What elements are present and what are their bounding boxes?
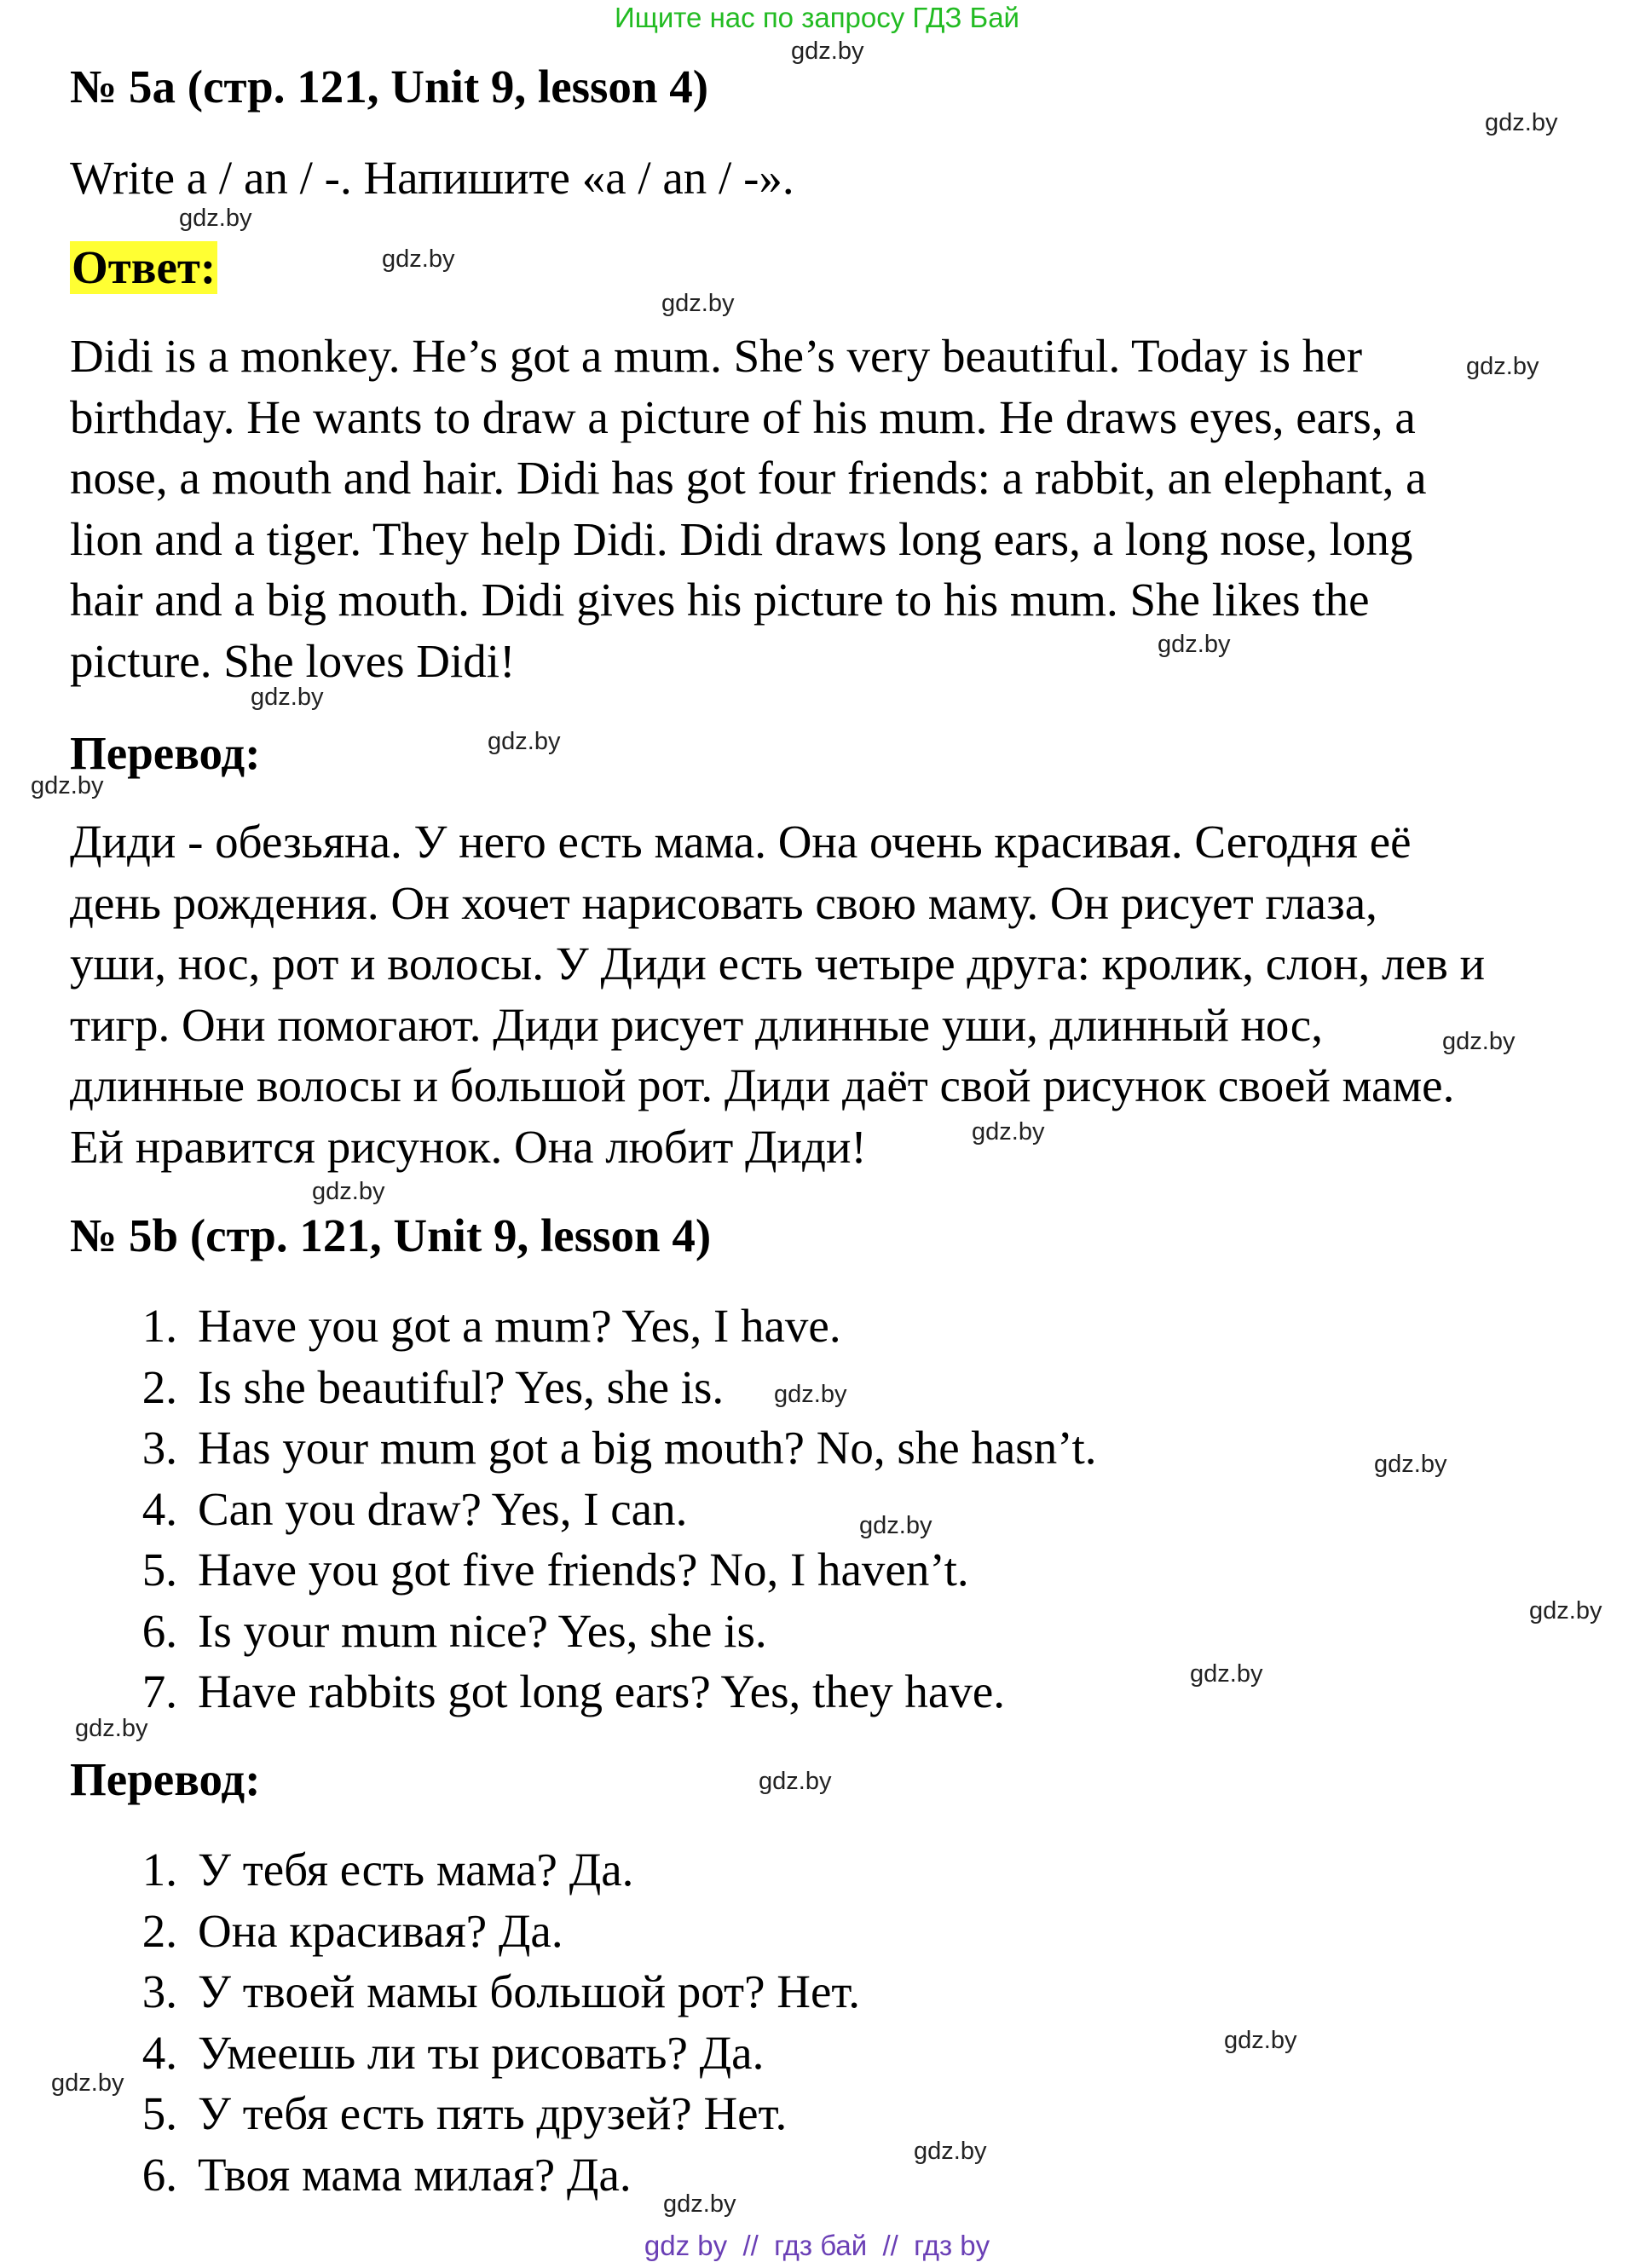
watermark: gdz.by (1190, 1660, 1263, 1688)
translation-label-5a: Перевод: (70, 727, 261, 779)
answer-paragraph (70, 326, 1570, 691)
item-text: Can you draw? Yes, I can. (198, 1482, 688, 1535)
translation-label-5b: Перевод: (70, 1753, 261, 1805)
top-banner: Ищите нас по запросу ГДЗ Бай (615, 2, 1019, 33)
item-number: 5. (141, 2087, 177, 2139)
watermark: gdz.by (251, 684, 324, 711)
list-item (0, 1661, 1634, 1723)
watermark: gdz.by (791, 38, 864, 65)
item-number: 6. (141, 1604, 177, 1657)
item-text: Умеешь ли ты рисовать? Да. (198, 2026, 765, 2079)
watermark: gdz.by (1224, 2027, 1297, 2054)
watermark: gdz.by (75, 1715, 148, 1742)
watermark: gdz.by (774, 1381, 847, 1408)
translation-line: уши, нос, рот и волосы. У Диди есть четыре друга: кролик, слон, лев и (70, 938, 1486, 990)
item-text: Have you got five friends? No, I haven’t. (198, 1544, 969, 1596)
watermark: gdz.by (663, 2190, 736, 2218)
item-number: 7. (141, 1665, 177, 1717)
watermark: gdz.by (1529, 1597, 1602, 1625)
list-item (0, 1839, 1634, 1901)
item-text: Is she beautiful? Yes, she is. (198, 1360, 725, 1413)
task-5a-instruction: Write a / an / -. Напишите «a / an / -». (70, 152, 794, 204)
list-item (0, 1479, 1634, 1540)
list-item (0, 2023, 1634, 2084)
watermark: gdz.by (1442, 1028, 1516, 1055)
watermark: gdz.by (382, 245, 455, 273)
item-text: У твоей мамы большой рот? Нет. (198, 1965, 861, 2017)
translation-list (0, 1839, 1634, 2205)
item-text: Have rabbits got long ears? Yes, they have. (198, 1665, 1006, 1717)
watermark: gdz.by (1158, 631, 1231, 658)
answers-list (0, 1296, 1634, 1723)
item-number: 6. (141, 2148, 177, 2201)
translation-line: Диди - обезьяна. У него есть мама. Она очень красивая. Сегодня её (70, 816, 1412, 868)
task-5a-heading: № 5a (стр. 121, Unit 9, lesson 4) (70, 61, 709, 113)
list-item (0, 1539, 1634, 1601)
list-item (0, 1601, 1634, 1662)
item-number: 4. (141, 1482, 177, 1535)
translation-line: Ей нравится рисунок. Она любит Диди! (70, 1120, 867, 1173)
answer-label: Ответ: (72, 241, 217, 293)
watermark: gdz.by (859, 1512, 932, 1539)
watermark: gdz.by (312, 1178, 385, 1205)
watermark: gdz.by (759, 1768, 832, 1795)
item-text: Она красивая? Да. (198, 1904, 563, 1957)
footer-links: gdz by // гдз бай // гдз by (644, 2230, 990, 2261)
translation-line: тигр. Они помогают. Диди рисует длинные уши, длинный нос, (70, 998, 1323, 1051)
item-number: 3. (141, 1965, 177, 2017)
watermark: gdz.by (914, 2138, 987, 2165)
watermark: gdz.by (488, 728, 561, 755)
watermark: gdz.by (31, 772, 104, 799)
translation-line: длинные волосы и большой рот. Диди даёт свой рисунок своей маме. (70, 1059, 1455, 1111)
item-number: 2. (141, 1904, 177, 1957)
list-item (0, 1961, 1634, 2023)
item-text: Have you got a mum? Yes, I have. (198, 1300, 841, 1352)
list-item (0, 1296, 1634, 1357)
list-item (0, 2144, 1634, 2206)
answer-line: nose, a mouth and hair. Didi has got four friends: a rabbit, an elephant, a (70, 452, 1427, 504)
item-number: 5. (141, 1544, 177, 1596)
item-number: 2. (141, 1360, 177, 1413)
watermark: gdz.by (1466, 353, 1539, 380)
item-number: 1. (141, 1300, 177, 1352)
item-text: Твоя мама милая? Да. (198, 2148, 632, 2201)
watermark: gdz.by (1374, 1451, 1447, 1478)
list-item (0, 2083, 1634, 2144)
watermark: gdz.by (972, 1118, 1045, 1146)
watermark: gdz.by (1485, 109, 1558, 136)
translation-line: день рождения. Он хочет нарисовать свою маму. Он рисует глаза, (70, 876, 1377, 929)
translation-paragraph (70, 811, 1570, 1177)
item-text: У тебя есть мама? Да. (198, 1844, 634, 1896)
item-number: 3. (141, 1422, 177, 1474)
watermark: gdz.by (661, 290, 735, 317)
answer-line: hair and a big mouth. Didi gives his picture to his mum. She likes the (70, 574, 1370, 626)
answer-line: lion and a tiger. They help Didi. Didi draws long ears, a long nose, long (70, 512, 1413, 565)
item-number: 1. (141, 1844, 177, 1896)
answer-line: birthday. He wants to draw a picture of his mum. He draws eyes, ears, a (70, 390, 1416, 443)
item-text: У тебя есть пять друзей? Нет. (198, 2087, 788, 2139)
item-text: Is your mum nice? Yes, she is. (198, 1604, 767, 1657)
answer-line: picture. She loves Didi! (70, 634, 516, 687)
item-number: 4. (141, 2026, 177, 2079)
watermark: gdz.by (179, 205, 252, 232)
watermark: gdz.by (51, 2069, 124, 2097)
list-item (0, 1901, 1634, 1962)
answer-line: Didi is a monkey. He’s got a mum. She’s very beautiful. Today is her (70, 330, 1363, 382)
task-5b-heading: № 5b (стр. 121, Unit 9, lesson 4) (70, 1209, 712, 1261)
item-text: Has your mum got a big mouth? No, she hasn’t. (198, 1422, 1097, 1474)
